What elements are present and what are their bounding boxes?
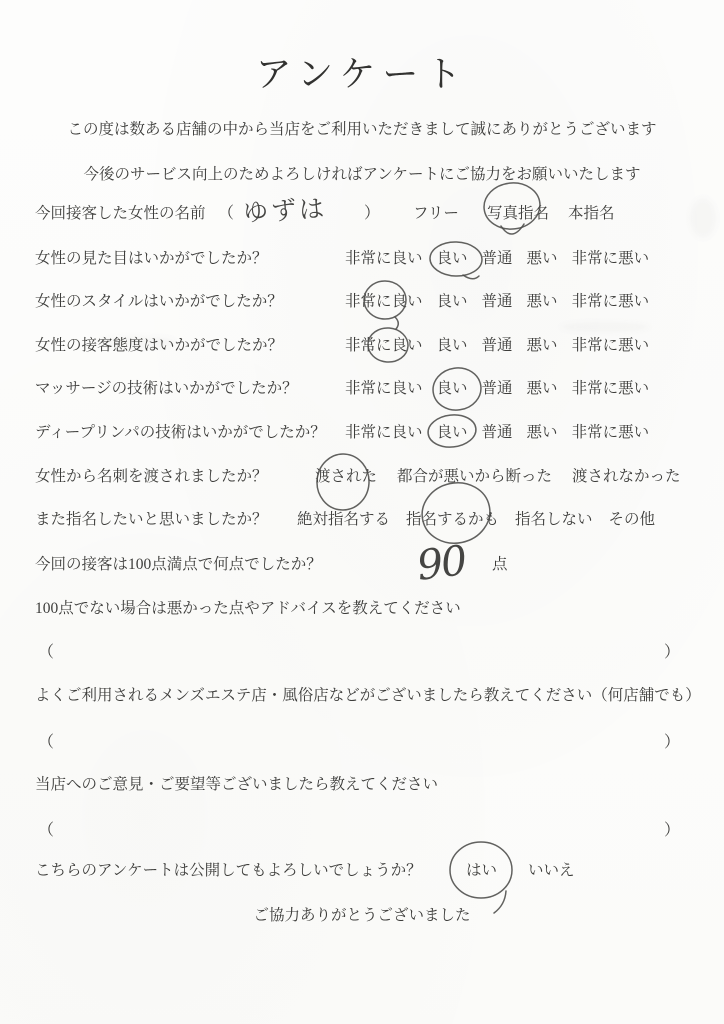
blank-paren-close: ） <box>663 644 680 661</box>
question-style-label: 女性のスタイルはいかがでしたか？ <box>35 293 283 310</box>
rating-option: 悪い <box>526 337 558 354</box>
answer-blank-shops <box>38 729 680 752</box>
blank-paren-open: （ <box>38 822 55 839</box>
choice-option: 渡されなかった <box>572 468 681 485</box>
circle-style-tail <box>395 317 398 329</box>
choice-option: その他 <box>608 511 656 528</box>
rating-option: 悪い <box>526 380 558 397</box>
blank-paren-close: ） <box>663 822 680 839</box>
option-hon-shimei: 本指名 <box>568 205 615 222</box>
rating-option: 非常に悪い <box>571 337 650 354</box>
footer-thanks: ご協力ありがとうございました <box>253 907 471 924</box>
name-paren-open: （ <box>218 205 235 222</box>
choice-option: 渡された <box>315 468 378 485</box>
rating-option: 非常に悪い <box>571 250 650 267</box>
open-question-opinions-label: 当店へのご意見・ご要望等ございましたら教えてください <box>35 776 439 793</box>
rating-option: 良い <box>436 293 468 310</box>
blank-paren-open: （ <box>38 734 55 751</box>
repeat-options-row <box>297 510 655 530</box>
rating-options-row <box>345 292 649 312</box>
circle-looks-yoi-tail <box>463 275 479 279</box>
question-lymph-label: ディープリンパの技術はいかがでしたか？ <box>35 424 326 441</box>
question-repeat-label: また指名したいと思いましたか？ <box>35 511 268 528</box>
publish-option-no: いいえ <box>528 862 575 879</box>
card-options-row <box>315 467 681 487</box>
rating-option: 普通 <box>481 250 513 267</box>
rating-option: 非常に良い <box>345 380 423 397</box>
rating-option: 普通 <box>481 380 513 397</box>
rating-option: 悪い <box>526 250 558 267</box>
answer-blank-opinions <box>38 817 680 840</box>
option-photo-shimei: 写真指名 <box>487 205 550 222</box>
rating-option: 非常に良い <box>345 250 423 267</box>
score-unit: 点 <box>492 556 508 573</box>
rating-options-row <box>345 249 649 269</box>
rating-option: 良い <box>436 424 468 441</box>
rating-options-row <box>345 379 649 399</box>
rating-option: 良い <box>436 250 468 267</box>
question-publish-label: こちらのアンケートは公開してもよろしいでしょうか？ <box>35 862 422 879</box>
rating-option: 悪い <box>526 424 558 441</box>
rating-option: 非常に良い <box>345 293 423 310</box>
question-looks-label: 女性の見た目はいかがでしたか？ <box>35 250 268 267</box>
rating-option: 普通 <box>481 424 513 441</box>
handwritten-score: 90 <box>414 536 468 590</box>
choice-option: 絶対指名する <box>297 511 391 528</box>
answer-blank-advice <box>38 639 680 662</box>
question-score-label: 今回の接客は100点満点で何点でしたか？ <box>35 556 322 573</box>
rating-option: 非常に良い <box>345 337 423 354</box>
scan-smudge <box>690 198 716 238</box>
rating-option: 非常に良い <box>345 424 423 441</box>
name-question-label: 今回接客した女性の名前 <box>35 205 206 222</box>
choice-option: 指名するかも <box>406 511 500 528</box>
rating-option: 普通 <box>481 337 513 354</box>
choice-option: 指名しない <box>515 511 593 528</box>
rating-option: 良い <box>436 380 468 397</box>
page-title: アンケート <box>255 54 469 94</box>
choice-option: 都合が悪いから断った <box>397 468 553 485</box>
blank-paren-open: （ <box>38 644 55 661</box>
name-paren-close: ） <box>364 205 381 222</box>
rating-option: 非常に悪い <box>571 424 650 441</box>
open-question-advice-label: 100点でない場合は悪かった点やアドバイスを教えてください <box>35 600 461 617</box>
rating-option: 非常に悪い <box>571 293 650 310</box>
rating-options-row <box>345 336 649 356</box>
publish-option-yes: はい <box>466 862 498 879</box>
rating-options-row <box>345 423 649 443</box>
blank-paren-close: ） <box>663 734 680 751</box>
question-massage-label: マッサージの技術はいかがでしたか？ <box>35 380 298 397</box>
option-free: フリー <box>413 205 459 222</box>
intro-line-2: 今後のサービス向上のためよろしければアンケートにご協力をお願いいたします <box>83 166 641 183</box>
intro-line-1: この度は数ある店舗の中から当店をご利用いただきまして誠にありがとうございます <box>67 121 657 138</box>
rating-option: 悪い <box>526 293 558 310</box>
scan-smudge <box>560 322 650 332</box>
open-question-shops-label: よくご利用されるメンズエステ店・風俗店などがございましたら教えてください（何店舗でも） <box>35 687 701 704</box>
question-card-label: 女性から名刺を渡されましたか？ <box>35 468 268 485</box>
question-service-label: 女性の接客態度はいかがでしたか？ <box>35 337 284 354</box>
rating-option: 非常に悪い <box>571 380 650 397</box>
rating-option: 普通 <box>481 293 513 310</box>
handwritten-name: ゆずは <box>242 193 328 228</box>
circle-photo-shimei-tail <box>501 224 524 234</box>
rating-option: 良い <box>436 337 468 354</box>
